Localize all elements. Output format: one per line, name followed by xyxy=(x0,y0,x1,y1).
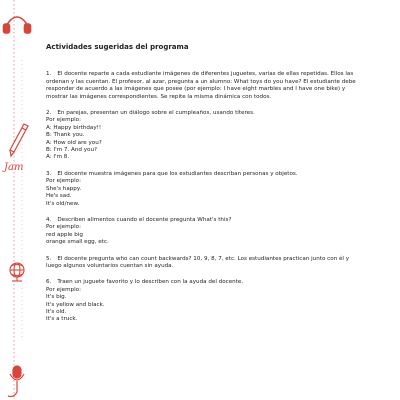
activity-number: 6. xyxy=(46,279,52,286)
activity-number: 1. xyxy=(46,71,52,78)
activity-item xyxy=(46,256,366,271)
activity-text xyxy=(46,279,366,286)
activity-description: Describen alimentos cuando el docente pregunta What's this? xyxy=(57,216,232,223)
example-line: It's old/new. xyxy=(46,200,80,207)
activity-description: En parejas, presentan un diálogo sobre el cumpleaños, usando títeres. xyxy=(57,110,255,117)
activity-description: El docente muestra imágenes para que los estudiantes describan personas y objetos. xyxy=(57,170,298,177)
activity-item xyxy=(46,279,366,323)
activity-description: Traen un juguete favorito y lo describen con la ayuda del docente. xyxy=(57,279,244,286)
document-body xyxy=(46,44,366,333)
headphones-icon xyxy=(4,17,31,33)
activity-text xyxy=(46,110,366,117)
example-label: Por ejemplo: xyxy=(46,286,81,293)
microphone-icon xyxy=(8,366,24,397)
example-line: A: How old are you? xyxy=(46,139,102,146)
activity-text xyxy=(46,256,366,271)
activity-text xyxy=(46,71,366,101)
activity-number: 2. xyxy=(46,110,52,117)
activity-item xyxy=(46,110,366,162)
example-line: It's yellow and black. xyxy=(46,301,105,308)
pencil-icon xyxy=(10,124,28,156)
example-line: B: I'm 7. And you? xyxy=(46,147,97,154)
example-label: Por ejemplo: xyxy=(46,117,81,124)
activity-number: 5. xyxy=(46,255,52,262)
activity-number: 4. xyxy=(46,216,52,223)
example-label: Por ejemplo: xyxy=(46,178,81,185)
example-line: B: Thank you. xyxy=(46,132,85,139)
example-line: It's big. xyxy=(46,294,67,301)
example-line: It's old. xyxy=(46,308,67,315)
activity-list xyxy=(46,71,366,323)
example-line: She's happy. xyxy=(46,185,82,192)
example-line: orange small egg, etc. xyxy=(46,239,109,246)
activity-description: El docente reparte a cada estudiante imágenes de diferentes juguetes, varias de ellas repetidas. Ellos las ordenan y las cuentan. El profesor, al azar, pregunta a un alumno: What toys do you have? El estudiante debe responder de acuerdo a las imágenes que posee (por ejemplo: I have eight marbles and I have one bike) y mostrar las imágenes correspondientes. Se repite la misma dinámica con todos. xyxy=(46,71,356,100)
activity-item xyxy=(46,171,366,208)
example-line: A: I'm 8. xyxy=(46,154,70,161)
example-line: It's a truck. xyxy=(46,316,78,323)
activity-text xyxy=(46,217,366,224)
example-line: He's sad. xyxy=(46,193,72,200)
example-label: Por ejemplo: xyxy=(46,224,81,231)
activity-description: El docente pregunta who can count backwards? 10, 9, 8, 7, etc. Los estudiantes practican junto con él y luego algunos voluntarios cuentan sin ayuda. xyxy=(46,255,350,269)
activity-text xyxy=(46,171,366,178)
page-title: Actividades sugeridas del programa xyxy=(46,43,189,51)
activity-number: 3. xyxy=(46,170,52,177)
decorative-sidebar xyxy=(0,0,34,400)
activity-item xyxy=(46,217,366,247)
example-line: A: Happy birthday!! xyxy=(46,124,102,131)
sidebar-word: Jam xyxy=(4,162,24,173)
example-line: red apple big xyxy=(46,231,83,238)
sidebar-art xyxy=(0,0,34,400)
activity-item xyxy=(46,71,366,101)
